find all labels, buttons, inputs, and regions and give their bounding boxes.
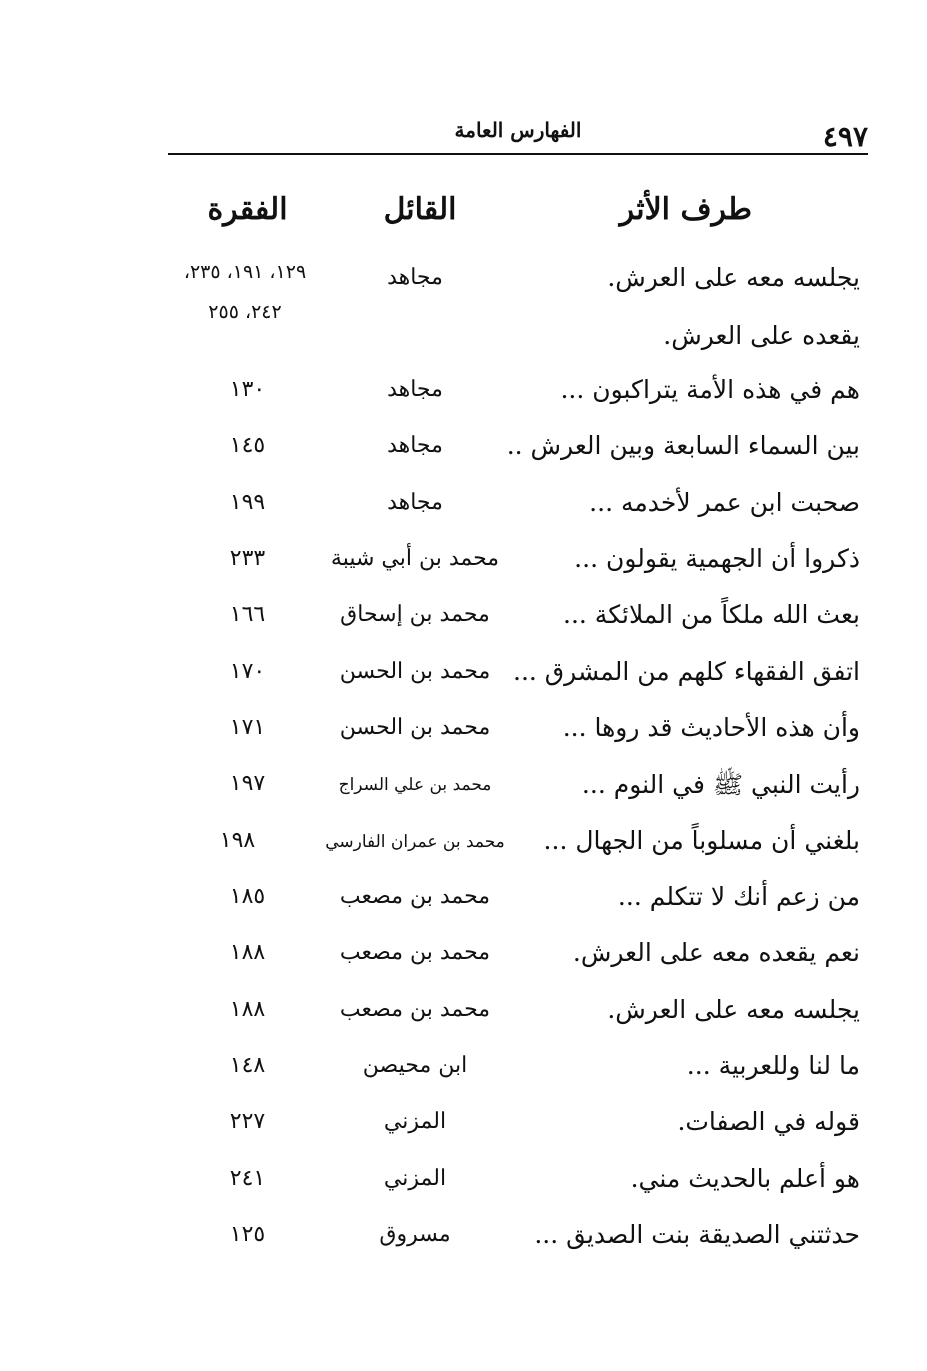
paragraph-refs-line-2: ٢٤٢، ٢٥٥ [208,301,282,323]
table-row [0,600,927,656]
paragraph-number: ١٩٧ [229,771,266,796]
table-row [0,431,927,487]
paragraph-number: ١٩٩ [229,490,266,515]
athar-text: صحبت ابن عمر لأخدمه ... [589,488,860,517]
athar-sayer: مجاهد [387,490,443,515]
table-row [0,826,927,882]
paragraph-number: ١٢٥ [229,1222,266,1247]
athar-text: هم في هذه الأمة يتراكبون ... [560,375,860,404]
paragraph-number: ١٨٥ [229,884,266,909]
athar-text: بلغني أن مسلوباً من الجهال ... [543,826,860,855]
athar-text: يقعده على العرش. [663,321,860,350]
header-rule [168,153,868,155]
paragraph-number: ٢٢٧ [229,1109,266,1134]
athar-text: رأيت النبي ﷺ في النوم ... [581,770,860,799]
paragraph-number: ١٣٠ [229,377,266,402]
athar-sayer: محمد بن مصعب [339,997,491,1022]
athar-sayer: مجاهد [387,265,443,290]
page-header [168,116,868,154]
column-header-sayer: القائل [383,192,457,227]
athar-sayer: ابن محيصن [362,1053,468,1078]
athar-sayer: المزني [383,1109,447,1134]
athar-sayer: محمد بن إسحاق [340,602,490,627]
table-row [0,1164,927,1220]
page-number: ٤٩٧ [822,120,868,153]
athar-sayer: محمد بن مصعب [339,940,491,965]
paragraph-number: ١٧٠ [229,659,266,684]
paragraph-number: ١٤٥ [229,433,266,458]
table-row [0,938,927,994]
athar-text: من زعم أنك لا تتكلم ... [617,882,860,911]
table-row [0,713,927,769]
athar-sayer: محمد بن مصعب [339,884,491,909]
athar-text: هو أعلم بالحديث مني. [630,1164,860,1193]
athar-text: بين السماء السابعة وبين العرش .. [506,431,860,460]
athar-text: ما لنا وللعربية ... [686,1051,860,1080]
athar-sayer: مجاهد [387,377,443,402]
athar-text: بعث الله ملكاً من الملائكة ... [563,600,860,629]
athar-text: ذكروا أن الجهمية يقولون ... [574,544,860,573]
running-title: الفهارس العامة [454,118,582,142]
athar-sayer: مجاهد [387,433,443,458]
athar-text: وأن هذه الأحاديث قد روها ... [562,713,860,742]
table-row [0,995,927,1051]
athar-text: يجلسه معه على العرش. [607,995,860,1024]
athar-sayer: محمد بن علي السراج [338,775,492,795]
table-row [0,488,927,544]
athar-sayer: محمد بن أبي شيبة [330,546,500,571]
paragraph-number: ١٩٨ [219,828,256,853]
athar-sayer: مسروق [379,1222,451,1247]
column-header-text: طرف الأثر [619,192,752,227]
table-row [0,321,927,377]
athar-text: اتفق الفقهاء كلهم من المشرق ... [513,657,860,686]
athar-sayer: محمد بن عمران الفارسي [325,832,505,852]
table-row [0,544,927,600]
athar-text: يجلسه معه على العرش. [607,263,860,292]
athar-sayer: محمد بن الحسن [339,659,491,684]
table-row [0,769,927,825]
paragraph-number: ١٦٦ [229,602,266,627]
athar-text: قوله في الصفات. [677,1107,860,1136]
table-row [0,1220,927,1276]
paragraph-number: ١٧١ [229,715,266,740]
column-header-paragraph: الفقرة [207,192,288,227]
table-row [0,375,927,431]
paragraph-number: ١٨٨ [229,940,266,965]
table-row [0,1107,927,1163]
paragraph-number: ١٨٨ [229,997,266,1022]
athar-text: حدثتني الصديقة بنت الصديق ... [534,1220,860,1249]
table-row [0,1051,927,1107]
paragraph-number: ١٤٨ [229,1053,266,1078]
table-row [0,657,927,713]
paragraph-number: ٢٤١ [229,1166,266,1191]
paragraph-refs-line-1: ١٢٩، ١٩١، ٢٣٥، [183,261,307,283]
athar-text: نعم يقعده معه على العرش. [572,938,860,967]
athar-sayer: المزني [383,1166,447,1191]
paragraph-number: ٢٣٣ [229,546,266,571]
athar-sayer: محمد بن الحسن [339,715,491,740]
table-row [0,882,927,938]
table-row [0,263,927,319]
